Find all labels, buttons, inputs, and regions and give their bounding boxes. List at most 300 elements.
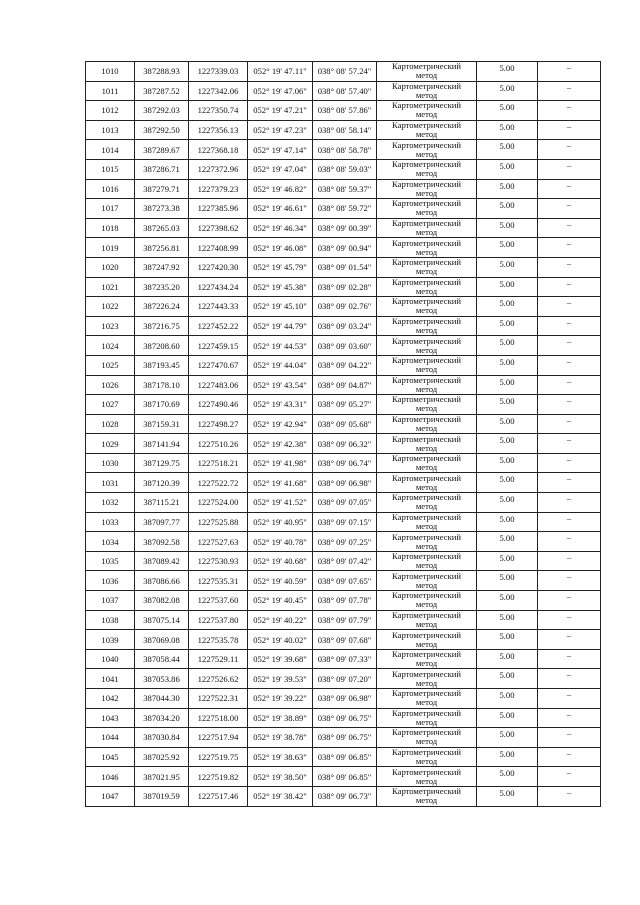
method-cell: [377, 81, 477, 101]
method-cell: [377, 493, 477, 513]
method-line-2: метод: [415, 325, 438, 336]
method-cell: [377, 786, 477, 806]
coordinates-table: [85, 61, 601, 807]
accuracy-cell: 5.00: [477, 630, 538, 650]
longitude-cell: 038° 09' 02.28": [313, 277, 377, 297]
accuracy-cell: 5.00: [477, 473, 538, 493]
accuracy-cell: 5.00: [477, 708, 538, 728]
point-number-cell: 1042: [86, 689, 135, 709]
y-coordinate-cell: 1227518.21: [189, 453, 248, 473]
description-cell: –: [538, 277, 601, 297]
point-number-cell: 1036: [86, 571, 135, 591]
method-line-1: Картометрический: [392, 355, 461, 366]
longitude-cell: 038° 09' 07.05": [313, 493, 377, 513]
latitude-cell: 052° 19' 42.94": [248, 414, 313, 434]
longitude-cell: 038° 09' 03.60": [313, 336, 377, 356]
method-cell: [377, 767, 477, 787]
method-line-2: метод: [415, 168, 438, 179]
longitude-cell: 038° 09' 07.78": [313, 591, 377, 611]
longitude-cell: 038° 09' 07.79": [313, 610, 377, 630]
method-line-2: метод: [415, 364, 438, 375]
longitude-cell: 038° 09' 03.24": [313, 316, 377, 336]
y-coordinate-cell: 1227470.67: [189, 355, 248, 375]
table-row: [86, 101, 601, 121]
longitude-cell: 038° 09' 04.87": [313, 375, 377, 395]
accuracy-cell: 5.00: [477, 140, 538, 160]
description-cell: –: [538, 62, 601, 82]
method-cell: [377, 708, 477, 728]
point-number-cell: 1021: [86, 277, 135, 297]
y-coordinate-cell: 1227519.82: [189, 767, 248, 787]
accuracy-cell: 5.00: [477, 336, 538, 356]
latitude-cell: 052° 19' 38.89": [248, 708, 313, 728]
method-cell: [377, 336, 477, 356]
x-coordinate-cell: 387120.39: [135, 473, 189, 493]
description-cell: –: [538, 610, 601, 630]
x-coordinate-cell: 387069.08: [135, 630, 189, 650]
y-coordinate-cell: 1227350.74: [189, 101, 248, 121]
latitude-cell: 052° 19' 41.98": [248, 453, 313, 473]
longitude-cell: 038° 08' 57.40": [313, 81, 377, 101]
method-line-2: метод: [415, 520, 438, 531]
method-line-2: метод: [415, 736, 438, 747]
latitude-cell: 052° 19' 47.06": [248, 81, 313, 101]
accuracy-cell: 5.00: [477, 159, 538, 179]
latitude-cell: 052° 19' 47.04": [248, 159, 313, 179]
table-row: [86, 610, 601, 630]
description-cell: –: [538, 179, 601, 199]
x-coordinate-cell: 387044.30: [135, 689, 189, 709]
table-row: [86, 786, 601, 806]
longitude-cell: 038° 08' 58.78": [313, 140, 377, 160]
description-cell: –: [538, 375, 601, 395]
table-row: [86, 591, 601, 611]
point-number-cell: 1030: [86, 453, 135, 473]
method-line-1: Картометрический: [392, 649, 461, 660]
method-line-1: Картометрический: [392, 570, 461, 581]
accuracy-cell: 5.00: [477, 355, 538, 375]
description-cell: –: [538, 512, 601, 532]
latitude-cell: 052° 19' 40.45": [248, 591, 313, 611]
accuracy-cell: 5.00: [477, 728, 538, 748]
longitude-cell: 038° 09' 07.20": [313, 669, 377, 689]
point-number-cell: 1011: [86, 81, 135, 101]
method-cell: [377, 316, 477, 336]
longitude-cell: 038° 09' 06.98": [313, 473, 377, 493]
method-line-1: Картометрический: [392, 747, 461, 758]
longitude-cell: 038° 09' 06.75": [313, 708, 377, 728]
table-row: [86, 297, 601, 317]
x-coordinate-cell: 387216.75: [135, 316, 189, 336]
accuracy-cell: 5.00: [477, 532, 538, 552]
latitude-cell: 052° 19' 40.02": [248, 630, 313, 650]
point-number-cell: 1018: [86, 218, 135, 238]
point-number-cell: 1024: [86, 336, 135, 356]
point-number-cell: 1023: [86, 316, 135, 336]
x-coordinate-cell: 387193.45: [135, 355, 189, 375]
latitude-cell: 052° 19' 40.95": [248, 512, 313, 532]
method-line-1: Картометрический: [392, 668, 461, 679]
table-row: [86, 62, 601, 82]
method-line-2: метод: [415, 560, 438, 571]
point-number-cell: 1039: [86, 630, 135, 650]
table-row: [86, 140, 601, 160]
longitude-cell: 038° 09' 06.73": [313, 786, 377, 806]
accuracy-cell: 5.00: [477, 551, 538, 571]
x-coordinate-cell: 387289.67: [135, 140, 189, 160]
method-line-1: Картометрический: [392, 139, 461, 150]
point-number-cell: 1017: [86, 199, 135, 219]
method-line-1: Картометрический: [392, 492, 461, 503]
method-cell: [377, 512, 477, 532]
y-coordinate-cell: 1227490.46: [189, 395, 248, 415]
method-line-2: метод: [415, 716, 438, 727]
method-line-2: метод: [415, 462, 438, 473]
method-cell: [377, 277, 477, 297]
y-coordinate-cell: 1227510.26: [189, 434, 248, 454]
description-cell: –: [538, 81, 601, 101]
y-coordinate-cell: 1227537.80: [189, 610, 248, 630]
x-coordinate-cell: 387030.84: [135, 728, 189, 748]
point-number-cell: 1022: [86, 297, 135, 317]
latitude-cell: 052° 19' 40.59": [248, 571, 313, 591]
y-coordinate-cell: 1227385.96: [189, 199, 248, 219]
y-coordinate-cell: 1227339.03: [189, 62, 248, 82]
y-coordinate-cell: 1227443.33: [189, 297, 248, 317]
method-line-1: Картометрический: [392, 433, 461, 444]
method-line-2: метод: [415, 795, 438, 806]
table-row: [86, 747, 601, 767]
latitude-cell: 052° 19' 41.68": [248, 473, 313, 493]
y-coordinate-cell: 1227530.93: [189, 551, 248, 571]
point-number-cell: 1037: [86, 591, 135, 611]
y-coordinate-cell: 1227518.00: [189, 708, 248, 728]
latitude-cell: 052° 19' 45.38": [248, 277, 313, 297]
method-cell: [377, 238, 477, 258]
x-coordinate-cell: 387235.20: [135, 277, 189, 297]
method-line-1: Картометрический: [392, 688, 461, 699]
method-line-1: Картометрический: [392, 335, 461, 346]
latitude-cell: 052° 19' 47.11": [248, 62, 313, 82]
accuracy-cell: 5.00: [477, 179, 538, 199]
x-coordinate-cell: 387286.71: [135, 159, 189, 179]
longitude-cell: 038° 09' 00.39": [313, 218, 377, 238]
longitude-cell: 038° 09' 06.85": [313, 747, 377, 767]
method-line-2: метод: [415, 442, 438, 453]
method-line-1: Картометрический: [392, 100, 461, 111]
point-number-cell: 1013: [86, 120, 135, 140]
y-coordinate-cell: 1227517.94: [189, 728, 248, 748]
table-row: [86, 571, 601, 591]
accuracy-cell: 5.00: [477, 257, 538, 277]
longitude-cell: 038° 09' 06.74": [313, 453, 377, 473]
x-coordinate-cell: 387129.75: [135, 453, 189, 473]
y-coordinate-cell: 1227459.15: [189, 336, 248, 356]
point-number-cell: 1046: [86, 767, 135, 787]
method-cell: [377, 532, 477, 552]
table-row: [86, 708, 601, 728]
accuracy-cell: 5.00: [477, 689, 538, 709]
method-line-2: метод: [415, 540, 438, 551]
method-line-2: метод: [415, 129, 438, 140]
accuracy-cell: 5.00: [477, 316, 538, 336]
method-cell: [377, 62, 477, 82]
table-row: [86, 669, 601, 689]
longitude-cell: 038° 09' 06.75": [313, 728, 377, 748]
method-line-2: метод: [415, 227, 438, 238]
method-line-2: метод: [415, 344, 438, 355]
method-cell: [377, 297, 477, 317]
method-line-1: Картометрический: [392, 453, 461, 464]
x-coordinate-cell: 387141.94: [135, 434, 189, 454]
table-row: [86, 728, 601, 748]
method-line-1: Картометрический: [392, 531, 461, 542]
x-coordinate-cell: 387279.71: [135, 179, 189, 199]
method-cell: [377, 375, 477, 395]
method-line-2: метод: [415, 775, 438, 786]
method-line-2: метод: [415, 89, 438, 100]
longitude-cell: 038° 09' 06.32": [313, 434, 377, 454]
method-line-1: Картометрический: [392, 81, 461, 91]
accuracy-cell: 5.00: [477, 199, 538, 219]
y-coordinate-cell: 1227524.00: [189, 493, 248, 513]
method-line-1: Картометрический: [392, 159, 461, 170]
method-line-1: Картометрический: [392, 512, 461, 522]
x-coordinate-cell: 387086.66: [135, 571, 189, 591]
table-body: [86, 62, 601, 807]
method-line-1: Картометрический: [392, 277, 461, 287]
accuracy-cell: 5.00: [477, 512, 538, 532]
y-coordinate-cell: 1227368.18: [189, 140, 248, 160]
x-coordinate-cell: 387019.59: [135, 786, 189, 806]
latitude-cell: 052° 19' 40.68": [248, 551, 313, 571]
longitude-cell: 038° 09' 07.15": [313, 512, 377, 532]
longitude-cell: 038° 09' 07.68": [313, 630, 377, 650]
y-coordinate-cell: 1227525.88: [189, 512, 248, 532]
table-row: [86, 473, 601, 493]
x-coordinate-cell: 387092.58: [135, 532, 189, 552]
method-cell: [377, 473, 477, 493]
method-cell: [377, 101, 477, 121]
table-row: [86, 649, 601, 669]
method-line-1: Картометрический: [392, 727, 461, 738]
point-number-cell: 1043: [86, 708, 135, 728]
method-cell: [377, 434, 477, 454]
table-row: [86, 532, 601, 552]
description-cell: –: [538, 786, 601, 806]
method-cell: [377, 218, 477, 238]
method-cell: [377, 649, 477, 669]
point-number-cell: 1041: [86, 669, 135, 689]
method-line-1: Картометрический: [392, 590, 461, 601]
y-coordinate-cell: 1227522.72: [189, 473, 248, 493]
accuracy-cell: 5.00: [477, 297, 538, 317]
method-line-2: метод: [415, 305, 438, 316]
x-coordinate-cell: 387082.08: [135, 591, 189, 611]
method-line-1: Картометрический: [392, 610, 461, 620]
method-line-1: Картометрический: [392, 786, 461, 797]
table-row: [86, 767, 601, 787]
y-coordinate-cell: 1227529.11: [189, 649, 248, 669]
x-coordinate-cell: 387247.92: [135, 257, 189, 277]
longitude-cell: 038° 09' 06.98": [313, 689, 377, 709]
table-row: [86, 238, 601, 258]
x-coordinate-cell: 387292.03: [135, 101, 189, 121]
table-row: [86, 630, 601, 650]
method-line-2: метод: [415, 187, 438, 198]
method-line-1: Картометрический: [392, 120, 461, 131]
accuracy-cell: 5.00: [477, 81, 538, 101]
accuracy-cell: 5.00: [477, 493, 538, 513]
description-cell: –: [538, 336, 601, 356]
description-cell: –: [538, 649, 601, 669]
point-number-cell: 1016: [86, 179, 135, 199]
method-cell: [377, 551, 477, 571]
method-cell: [377, 120, 477, 140]
method-line-1: Картометрический: [392, 708, 461, 718]
point-number-cell: 1031: [86, 473, 135, 493]
accuracy-cell: 5.00: [477, 767, 538, 787]
point-number-cell: 1025: [86, 355, 135, 375]
table-row: [86, 689, 601, 709]
table-row: [86, 551, 601, 571]
x-coordinate-cell: 387178.10: [135, 375, 189, 395]
table-row: [86, 414, 601, 434]
longitude-cell: 038° 09' 01.54": [313, 257, 377, 277]
table-row: [86, 434, 601, 454]
x-coordinate-cell: 387075.14: [135, 610, 189, 630]
latitude-cell: 052° 19' 46.61": [248, 199, 313, 219]
point-number-cell: 1026: [86, 375, 135, 395]
longitude-cell: 038° 08' 59.72": [313, 199, 377, 219]
method-cell: [377, 179, 477, 199]
y-coordinate-cell: 1227535.78: [189, 630, 248, 650]
description-cell: –: [538, 669, 601, 689]
accuracy-cell: 5.00: [477, 414, 538, 434]
table-row: [86, 199, 601, 219]
description-cell: –: [538, 591, 601, 611]
x-coordinate-cell: 387265.03: [135, 218, 189, 238]
table-row: [86, 257, 601, 277]
point-number-cell: 1033: [86, 512, 135, 532]
point-number-cell: 1040: [86, 649, 135, 669]
method-line-2: метод: [415, 285, 438, 296]
longitude-cell: 038° 08' 59.37": [313, 179, 377, 199]
latitude-cell: 052° 19' 46.08": [248, 238, 313, 258]
latitude-cell: 052° 19' 41.52": [248, 493, 313, 513]
method-line-1: Картометрический: [392, 179, 461, 189]
latitude-cell: 052° 19' 39.22": [248, 689, 313, 709]
description-cell: –: [538, 257, 601, 277]
longitude-cell: 038° 09' 05.68": [313, 414, 377, 434]
longitude-cell: 038° 09' 04.22": [313, 355, 377, 375]
latitude-cell: 052° 19' 39.68": [248, 649, 313, 669]
y-coordinate-cell: 1227342.06: [189, 81, 248, 101]
method-line-2: метод: [415, 148, 438, 159]
x-coordinate-cell: 387170.69: [135, 395, 189, 415]
latitude-cell: 052° 19' 46.34": [248, 218, 313, 238]
method-cell: [377, 395, 477, 415]
method-line-1: Картометрический: [392, 472, 461, 483]
y-coordinate-cell: 1227420.30: [189, 257, 248, 277]
y-coordinate-cell: 1227356.13: [189, 120, 248, 140]
point-number-cell: 1015: [86, 159, 135, 179]
method-cell: [377, 610, 477, 630]
method-cell: [377, 689, 477, 709]
description-cell: –: [538, 473, 601, 493]
description-cell: –: [538, 316, 601, 336]
table-row: [86, 277, 601, 297]
accuracy-cell: 5.00: [477, 669, 538, 689]
accuracy-cell: 5.00: [477, 375, 538, 395]
y-coordinate-cell: 1227522.31: [189, 689, 248, 709]
method-line-1: Картометрический: [392, 218, 461, 229]
description-cell: –: [538, 395, 601, 415]
accuracy-cell: 5.00: [477, 786, 538, 806]
method-line-2: метод: [415, 618, 438, 629]
description-cell: –: [538, 297, 601, 317]
description-cell: –: [538, 747, 601, 767]
x-coordinate-cell: 387034.20: [135, 708, 189, 728]
table-row: [86, 493, 601, 513]
point-number-cell: 1032: [86, 493, 135, 513]
latitude-cell: 052° 19' 38.78": [248, 728, 313, 748]
description-cell: –: [538, 493, 601, 513]
longitude-cell: 038° 08' 58.14": [313, 120, 377, 140]
method-line-2: метод: [415, 697, 438, 708]
method-line-2: метод: [415, 481, 438, 492]
x-coordinate-cell: 387053.86: [135, 669, 189, 689]
method-line-1: Картометрический: [392, 629, 461, 640]
method-cell: [377, 571, 477, 591]
accuracy-cell: 5.00: [477, 571, 538, 591]
description-cell: –: [538, 140, 601, 160]
method-cell: [377, 199, 477, 219]
accuracy-cell: 5.00: [477, 610, 538, 630]
x-coordinate-cell: 387097.77: [135, 512, 189, 532]
description-cell: –: [538, 689, 601, 709]
method-cell: [377, 630, 477, 650]
method-line-2: метод: [415, 599, 438, 610]
accuracy-cell: 5.00: [477, 395, 538, 415]
latitude-cell: 052° 19' 38.42": [248, 786, 313, 806]
description-cell: –: [538, 434, 601, 454]
description-cell: –: [538, 199, 601, 219]
method-cell: [377, 355, 477, 375]
point-number-cell: 1034: [86, 532, 135, 552]
point-number-cell: 1010: [86, 62, 135, 82]
description-cell: –: [538, 355, 601, 375]
accuracy-cell: 5.00: [477, 591, 538, 611]
latitude-cell: 052° 19' 39.53": [248, 669, 313, 689]
longitude-cell: 038° 09' 07.33": [313, 649, 377, 669]
method-cell: [377, 728, 477, 748]
accuracy-cell: 5.00: [477, 747, 538, 767]
longitude-cell: 038° 09' 07.65": [313, 571, 377, 591]
accuracy-cell: 5.00: [477, 434, 538, 454]
method-line-1: Картометрический: [392, 296, 461, 307]
description-cell: –: [538, 218, 601, 238]
table-row: [86, 316, 601, 336]
latitude-cell: 052° 19' 42.38": [248, 434, 313, 454]
method-line-2: метод: [415, 501, 438, 512]
method-line-1: Картометрический: [392, 61, 461, 72]
point-number-cell: 1012: [86, 101, 135, 121]
method-line-1: Картометрический: [392, 551, 461, 562]
method-cell: [377, 140, 477, 160]
x-coordinate-cell: 387115.21: [135, 493, 189, 513]
y-coordinate-cell: 1227434.24: [189, 277, 248, 297]
